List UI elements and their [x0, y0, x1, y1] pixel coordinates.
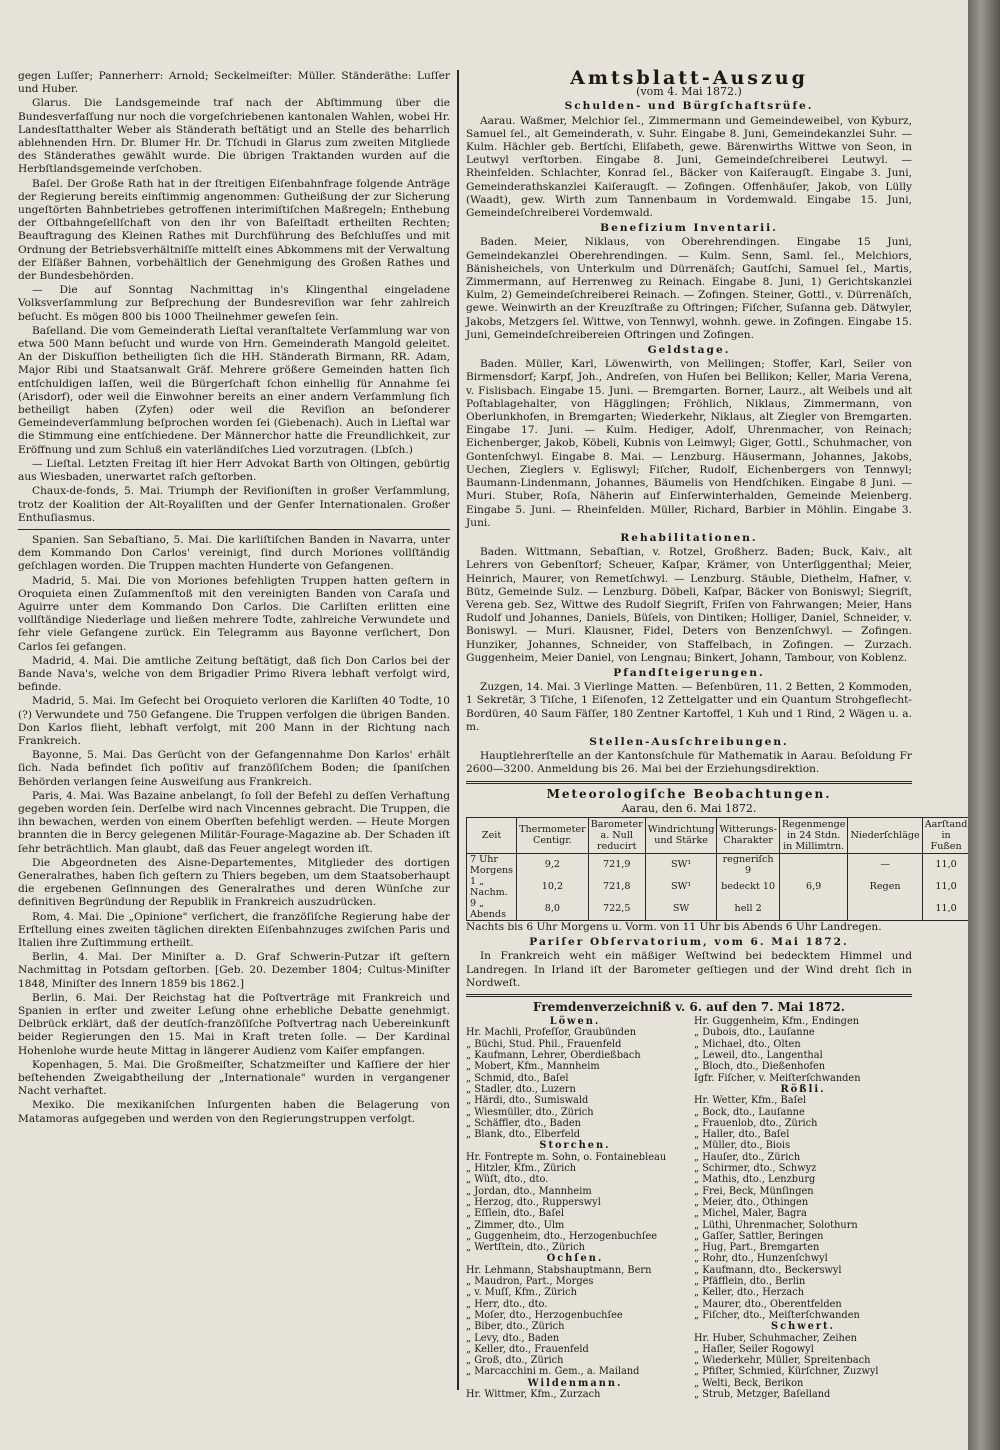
meteo-subtitle: Aarau, den 6. Mai 1872. — [621, 801, 757, 815]
paragraph: gegen Luſſer; Pannerherr: Arnold; Seckelmeiſter: Müller. Ständeräthe: Luſſer und Huber. — [18, 70, 450, 96]
guest-entry: „ Hauſer, dto., Zürich — [694, 1151, 801, 1163]
paragraph: Berlin, 6. Mai. Der Reichstag hat die Poſtverträge mit Frankreich und Spanien in erſter und zweiter Leſung ohne erhebliche Debatte genehmigt. Delbrück erklärt, daß der deutſch-franzöſiſche Poſtvertrag nach Uebereinkunft beider Regierungen den 15. Mai in Kraft treten ſolle. — Der Kardinal Hohenlohe wurde heute Mittag in längerer Audienz vom Kaiſer empfangen. — [18, 991, 450, 1057]
guest-entry: „ Pfiſter, Schmied, Kürſchner, Zuzwyl — [694, 1366, 879, 1378]
guest-entry: „ Frauenlob, dto., Zürich — [694, 1117, 818, 1129]
guest-entry: „ Härdi, dto., Sumiswald — [466, 1095, 589, 1107]
hotel-heading: Schwert. — [771, 1321, 835, 1333]
paragraph: Madrid, 5. Mai. Die von Moriones befehligten Truppen hatten geſtern in Oroquieta einen Zuſammenſtoß mit den vereinigten Banden von Caraſa und Aguirre unter dem Kommando Don Carlos. Die Carliſten erlitten eine vollſtändige Niederlage und ließen mehrere Todte, zahlreiche Verwundete und ſehr viele Gefangene zurück. Ein Telegramm aus Bayonne verſichert, Don Carlos ſei gefangen. — [18, 574, 450, 653]
paris-heading: Pariſer Obſervatorium, vom 6. Mai 1872. — [529, 936, 849, 949]
section-heading: Benefizium Inventarii. — [600, 222, 778, 235]
table-cell: 9 „ Abends — [467, 898, 517, 921]
paragraph: Baden. Müller, Karl, Löwenwirth, von Mellingen; Stoffer, Karl, Seiler von Birmensdorf; Karpf, Joh., Andreſen, von Huſen bei Bellikon; Keller, Maria Verena, v. Fislisbach. Eingabe 15. Juni. — Bremgarten. Borner, Laurz., alt Weibels und alt Poſtablagehalter, von Hägglingen; Fröhlich, Niklaus, Zimmermann, von Oberlunkhofen, in Bremgarten; Wiederkehr, Niklaus, alt Ziegler von Bremgarten. Eingabe 17. Juni. — Kulm. Hediger, Adolf, Uhrenmacher, von Reinach; Eichenberger, Jakob, Köbeli, Kubnis von Leimwyl; Giger, Gottl., Schuhmacher, von Gontenſchwyl. Eingabe 8. Mai. — Lenzburg. Häusermann, Johannes, Jakobs, Uechen, Zieglers v. Egliswyl; Fiſcher, Rudolf, Eichenbergers von Tennwyl; Baumann-Lindenmann, Johannes, Bäumelis von Hendſchiken. Eingabe 8 Juni. — Muri. Stuber, Roſa, Näherin auf Einſerwinterhalden, Gemeinde Meienberg. Eingabe 5. Juni. — Rheinfelden. Müller, Richard, Barbier in Möhlin. Eingabe 3. Juni. — [466, 358, 912, 529]
section-heading: Pfandſteigerungen. — [613, 666, 765, 679]
amtsblatt-subtitle: (vom 4. Mai 1872.) — [636, 85, 742, 99]
paragraph: Mexiko. Die mexikaniſchen Inſurgenten haben die Belagerung von Matamoras aufgegeben und werden von den Regierungstruppen verfolgt. — [18, 1099, 450, 1125]
guest-entry: „ Michael, dto., Olten — [694, 1038, 801, 1050]
guest-entry: „ Wiederkehr, Müller, Spreitenbach — [694, 1355, 871, 1367]
section-rule — [466, 781, 912, 784]
table-cell: 8,0 — [517, 898, 589, 921]
table-cell: Regen — [848, 876, 922, 898]
guest-entry: „ Bock, dto., Lauſanne — [694, 1106, 805, 1118]
table-cell: 10,2 — [517, 876, 589, 898]
section-rule — [466, 994, 912, 997]
guest-entry: „ Kaufmann, dto., Beckerswyl — [694, 1264, 842, 1276]
hotel-heading: Rößli. — [780, 1083, 826, 1095]
meteo-header: Aarſtand in Fußen — [922, 817, 968, 853]
table-cell: SW¹ — [645, 876, 717, 898]
table-cell: regneriſch 9 — [717, 853, 779, 876]
guest-entry: Hr. Fontrepte m. Sohn, o. Fontainebleau — [466, 1151, 667, 1163]
paragraph: Bayonne, 5. Mai. Das Gerücht von der Gefangennahme Don Karlos' erhält ſich. Nada befindet ſich poſitiv auf franzöſiſchem Boden; die ſpaniſchen Behörden verlangen ſeine Ausweiſung aus Frankreich. — [18, 749, 450, 788]
meteo-header: Barometer a. Null reducirt — [588, 817, 645, 853]
guest-entry: „ Wertſtein, dto., Zürich — [466, 1242, 585, 1254]
paragraph: Spanien. San Sebaſtiano, 5. Mai. Die karliſtiſchen Banden in Navarra, unter dem Kommando Don Carlos' vereinigt, ſind durch Moriones vollſtändig geſchlagen worden. Die Truppen machten Hunderte von Gefangenen. — [18, 533, 450, 573]
meteo-title: Meteorologiſche Beobachtungen. — [546, 786, 832, 801]
hotel-heading: Wildenmann. — [527, 1377, 623, 1389]
guest-entry: „ Groß, dto., Zürich — [466, 1355, 564, 1367]
table-cell: 11,0 — [922, 876, 968, 898]
section-heading: Schulden- und Bürgſchaftsrüfe. — [564, 100, 814, 113]
fremden-column-1 — [466, 1016, 684, 1400]
table-cell — [779, 898, 848, 921]
right-column — [466, 67, 968, 1400]
guest-entry: „ Wüſt, dto., dto. — [466, 1174, 549, 1186]
paragraph: — Lieſtal. Letzten Freitag iſt hier Herr Advokat Barth von Oltingen, gebürtig aus Wiesbaden, unerwartet raſch geſtorben. — [18, 457, 450, 484]
guest-entry: „ Haſler, Seiler Rogowyl — [694, 1343, 814, 1355]
guest-entry: „ Hitzler, Kfm., Zürich — [466, 1163, 577, 1175]
guest-entry: „ Marcacchini m. Gem., a. Mailand — [466, 1366, 640, 1378]
guest-entry: „ Schirmer, dto., Schwyz — [694, 1163, 817, 1175]
section-heading: Geldstage. — [647, 344, 731, 357]
guest-entry: „ Müller, dto., Biois — [694, 1140, 791, 1152]
guest-entry: „ Strub, Metzger, Baſelland — [694, 1388, 831, 1400]
table-cell: 722,5 — [588, 898, 645, 921]
table-row — [467, 853, 969, 876]
paragraph: Aarau. Waßmer, Melchior ſel., Zimmermann und Gemeindeweibel, von Kyburz, Samuel ſel., alt Gemeinderath, v. Suhr. Eingabe 8. Juni, Gemeindekanzlei Suhr. — Kulm. Hächler geb. Bertſchi, Eliſabeth, gewe. Bärenwirths Wittwe von Seon, in Leutwyl verſtorben. Eingabe 8. Juni, Gemeindeſchreiberei Leutwyl. — Rheinfelden. Schlachter, Konrad ſel., Bäcker von Kaiſeraugſt. Eingabe 3. Juni, Gemeinderathskanzlei Kaiſeraugſt. — Zofingen. Offenhäuſer, Jakob, von Lülly (Waadt), gew. Wirth zum Tannenbaum in Vordemwald. Eingabe 15. Juni, Gemeindeſchreiberei Vordemwald. — [466, 114, 912, 220]
table-cell: SW¹ — [645, 853, 717, 876]
section-rule — [18, 529, 450, 530]
guest-entry: „ Gaſſer, Sattler, Beringen — [694, 1230, 824, 1242]
table-cell: 721,8 — [588, 876, 645, 898]
meteo-header: Regenmenge in 24 Stdn. in Millimtrn. — [779, 817, 848, 853]
guest-entry: „ Eſſlein, dto., Baſel — [466, 1208, 565, 1220]
guest-entry: „ Herr, dto., dto. — [466, 1298, 548, 1310]
guest-entry: „ Wiesmüller, dto., Zürich — [466, 1106, 594, 1118]
guest-entry: „ Welti, Beck, Berikon — [694, 1377, 804, 1389]
column-divider — [457, 70, 459, 1390]
page-edge — [968, 0, 1000, 1450]
guest-entry: Hr. Huber, Schuhmacher, Zeihen — [694, 1332, 857, 1344]
guest-entry: Hr. Guggenheim, Kfm., Endingen — [694, 1016, 860, 1028]
table-cell — [779, 853, 848, 876]
paragraph: Rom, 4. Mai. Die „Opinione" verſichert, die franzöſiſche Regierung habe der Erſtellung eines zweiten täglichen direkten Eiſenbahnzuges zwiſchen Paris und Italien ihre Zuſtimmung ertheilt. — [18, 910, 450, 949]
guest-entry: „ Schmid, dto., Baſel — [466, 1072, 569, 1084]
guest-entry: „ Pfäfflein, dto., Berlin — [694, 1276, 806, 1288]
paragraph: In Frankreich weht ein mäßiger Weſtwind bei bedecktem Himmel und Landregen. In Irland iſt der Barometer geſtiegen und der Wind dreht ſich in Nordweſt. — [466, 950, 912, 989]
guest-entry: „ Guggenheim, dto., Herzogenbuchſee — [466, 1230, 658, 1242]
guest-entry: „ Biber, dto., Zürich — [466, 1321, 565, 1333]
guest-entry: „ Jordan, dto., Mannheim — [466, 1185, 592, 1197]
table-cell: 1 „ Nachm. — [467, 876, 517, 898]
guest-entry: „ Meier, dto., Othingen — [694, 1196, 809, 1208]
guest-entry: „ Levy, dto., Baden — [466, 1332, 560, 1344]
paragraph: Paris, 4. Mai. Was Bazaine anbelangt, ſo ſoll der Befehl zu deſſen Verhaftung gegeben worden ſein. Derſelbe wird nach Vincennes gebracht. Die Truppen, die ihn bewachen, werden von einem Oberſten befehligt werden. — Heute Morgen brannten die in Bercy gelegenen Militär-Fourage-Magazine ab. Der Schaden iſt ſehr beträchtlich. Man glaubt, daß das Feuer angelegt worden iſt. — [18, 789, 450, 855]
table-row — [467, 898, 969, 921]
paragraph: Glarus. Die Landsgemeinde traf nach der Abſtimmung über die Bundesverfaſſung nur noch die vorgeſchriebenen kantonalen Wahlen, wobei Hr. Landesſtatthalter Weber als Ständerath beſtätigt und an Stelle des beharrlich ablehnenden Hrn. Dr. Blumer Hr. Dr. Tſchudi in Glarus zum zweiten Mitgliede des Ständerathes gewählt wurde. Die übrigen Traktanden wurden auf die Herbſtlandsgemeinde verſchoben. — [18, 97, 450, 176]
table-cell: hell 2 — [717, 898, 779, 921]
guest-entry: „ Moſer, dto., Herzogenbuchſee — [466, 1309, 623, 1321]
guest-entry: Hr. Lehmann, Stabshauptmann, Bern — [466, 1264, 652, 1276]
paragraph: — Die auf Sonntag Nachmittag in's Klingenthal eingeladene Volksverſammlung zur Beſprechung der Bundesreviſion war ſehr zahlreich beſucht. Es mögen 800 bis 1000 Theilnehmer geweſen ſein. — [18, 284, 450, 323]
paragraph: Die Abgeordneten des Aisne-Departementes, Mitglieder des dortigen Generalrathes, haben ſich geſtern zu Thiers begeben, um dem Staatsoberhaupt die ergebenen Geſinnungen des Generalrathes und deren Wünſche zur definitiven Begründung der Republik in Frankreich auszudrücken. — [18, 856, 450, 909]
table-cell: 11,0 — [922, 853, 968, 876]
guest-entry: „ Büchi, Stud. Phil., Frauenfeld — [466, 1038, 622, 1050]
fremden-title: Fremdenverzeichniß v. 6. auf den 7. Mai 1872. — [533, 999, 845, 1014]
table-cell: 9,2 — [517, 853, 589, 876]
guest-entry: Hr. Wittmer, Kfm., Zurzach — [466, 1388, 601, 1400]
guest-entry: „ Herzog, dto., Rupperswyl — [466, 1196, 601, 1208]
paragraph: Zuzgen, 14. Mai. 3 Vierlinge Matten. — Beſenbüren, 11. 2 Betten, 2 Kommoden, 1 Sekretär, 3 Tiſche, 1 Eiſenofen, 12 Zettelgatter und ein Quantum Strohgeflecht-Bordüren, 40 Saum Fäſſer, 180 Zentner Kartoffel, 1 Kuh und 1 Rind, 2 Wägen u. a. m. — [466, 681, 912, 733]
meteo-header: Windrichtung und Stärke — [645, 817, 717, 853]
guest-entry: „ Kaufmann, Lehrer, Oberdießbach — [466, 1050, 641, 1062]
paragraph: Madrid, 5. Mai. Im Gefecht bei Oroquieto verloren die Karliſten 40 Todte, 10 (?) Verwundete und 750 Gefangene. Die Truppen verfolgen die übrigen Banden. Don Karlos flieht, lebhaft verfolgt, mit 200 Mann in der Richtung nach Frankreich. — [18, 695, 450, 747]
guest-entry: „ Schäffler, dto., Baden — [466, 1117, 581, 1129]
meteo-table — [466, 817, 968, 921]
hotel-heading: Storchen. — [539, 1140, 611, 1152]
paragraph: Baſel. Der Große Rath hat in der ſtreitigen Eiſenbahnfrage folgende Anträge der Regierung bereits einſtimmig angenommen: Gutheißung der zur Sicherung ungeſtörten Bahnbetriebes getroffenen interimiſtiſchen Maßregeln; Enthebung der Oſtbahngeſellſchaft von den ihr von Baſelſtadt ertheilten Rechten; Beauftragung des Kleinen Rathes mit Durchführung des Beſchluſſes und mit Ordnung der Betriebsverhältniſſe mittelſt eines Abkommens mit der Verwaltung der Elſäßer Bahnen, vorbehältlich der Genehmigung des Großen Rathes und der Bundesbehörden. — [18, 177, 450, 283]
table-cell: 7 Uhr Morgens — [467, 853, 517, 876]
guest-entry: Hr. Wetter, Kfm., Baſel — [694, 1095, 807, 1107]
paragraph: Hauptlehrerſtelle an der Kantonsſchule für Mathematik in Aarau. Beſoldung Fr 2600—3200. Anmeldung bis 26. Mai bei der Erziehungsdirektion. — [466, 750, 912, 776]
table-cell: — — [848, 853, 922, 876]
left-column — [18, 70, 450, 1127]
table-cell — [848, 898, 922, 921]
guest-entry: „ Leweil, dto., Langenthal — [694, 1050, 823, 1062]
guest-entry: „ Frei, Beck, Münſingen — [694, 1185, 814, 1197]
guest-entry: „ Hug, Part., Bremgarten — [694, 1242, 820, 1254]
paragraph: Berlin, 4. Mai. Der Miniſter a. D. Graf Schwerin-Putzar iſt geſtern Nachmittag in Potsdam geſtorben. [Geb. 20. Dezember 1804; Cultus-Miniſter 1848, Miniſter des Innern 1859 bis 1862.] — [18, 951, 450, 990]
table-cell: 11,0 — [922, 898, 968, 921]
guest-entry: „ Rohr, dto., Hunzenſchwyl — [694, 1253, 828, 1265]
paragraph: Chaux-de-fonds, 5. Mai. Triumph der Reviſioniſten in großer Verſammlung, trotz der Koalition der Alt-Royaliſten und der Genfer Internationalen. Großer Enthuſiasmus. — [18, 485, 450, 524]
table-row — [467, 876, 969, 898]
guest-entry: „ Dubois, dto., Lauſanne — [694, 1027, 815, 1039]
guest-entry: „ Michel, Maler, Bagra — [694, 1208, 807, 1220]
paragraph: Madrid, 4. Mai. Die amtliche Zeitung beſtätigt, daß ſich Don Carlos bei der Bande Nava's, welche von dem Brigadier Primo Rivera lebhaft verfolgt wird, befinde. — [18, 654, 450, 694]
paragraph: Baſelland. Die vom Gemeinderath Lieſtal veranſtaltete Verſammlung war von etwa 500 Mann beſucht und wurde von Hrn. Gemeinderath Mangold geleitet. An der Diskuſſion betheiligten ſich die HH. Ständerath Birmann, RR. Adam, Major Ribi und Staatsanwalt Gräf. Mehrere größere Gemeinden hatten ſich entſchuldigen laſſen, weil die Bürgerſchaft ſchon einhellig für Annahme ſei (Arisdorf), oder weil die Einwohner bereits an einer andern Verſammlung ſich betheiligt haben (Zyfen) oder weil die Reviſion an beſonderer Gemeindeverſammlung beſprochen worden ſei (Giebenach). Auch in Lieſtal war die Stimmung eine entſchiedene. Der Männerchor hatte die Freundlichkeit, zur Eröffnung und zum Schluß ein vaterländiſches Lied vorzutragen. (Lbſch.) — [18, 324, 450, 456]
meteo-note: Nachts bis 6 Uhr Morgens u. Vorm. von 11 Uhr bis Abends 6 Uhr Landregen. — [466, 920, 882, 933]
guest-entry: „ Fiſcher, dto., Meiſterſchwanden — [694, 1309, 860, 1321]
guest-entry: „ Mobert, Kfm., Mannheim — [466, 1061, 600, 1073]
fremden-list — [466, 1016, 912, 1400]
guest-entry: „ Zimmer, dto., Ulm — [466, 1219, 565, 1231]
guest-entry: „ Mathis, dto., Lenzburg — [694, 1174, 816, 1186]
hotel-heading: Ochſen. — [546, 1253, 604, 1265]
fremden-column-2 — [694, 1016, 912, 1400]
section-heading: Stellen-Ausſchreibungen. — [589, 735, 789, 748]
paragraph: Baden. Meier, Niklaus, von Oberehrendingen. Eingabe 15 Juni, Gemeindekanzlei Oberehrendingen. — Kulm. Senn, Saml. ſel., Melchiors, Bänisheichels, von Unterkulm und Dürrenäſch; Gautſchi, Samuel ſel., Martis, Zimmermann, auf Herrenweg zu Reinach. Eingabe 8. Juni, 1) Gerichtskanzlei Kulm, 2) Gemeindeſchreiberei Reinach. — Zofingen. Steiner, Gottl., v. Dürrenäſch, gewe. Weinwirth an der Kreuzſtraße zu Oftringen; Fiſcher, Suſanna geb. Dätwyler, Jakobs, Metzgers ſel. Wittwe, von Tennwyl, wohnh. gewe. in Zofingen. Eingabe 15. Juni, Gemeindeſchreibereien Oftringen und Zofingen. — [466, 236, 912, 341]
meteo-header: Zeit — [467, 817, 517, 853]
section-heading: Rehabilitationen. — [620, 531, 758, 544]
guest-entry: „ Lüthi, Uhrenmacher, Solothurn — [694, 1219, 858, 1231]
guest-entry: „ Haller, dto., Baſel — [694, 1129, 790, 1141]
table-cell: 721,9 — [588, 853, 645, 876]
paragraph: Kopenhagen, 5. Mai. Die Großmeiſter, Schatzmeiſter und Kaſſiere der hier beſtehenden Zweigabtheilung der „Internationale" wurden in vergangener Nacht verhaftet. — [18, 1058, 450, 1098]
meteo-header: Thermometer Centigr. — [517, 817, 589, 853]
guest-entry: „ v. Muſſ, Kfm., Zürich — [466, 1287, 577, 1299]
guest-entry: „ Maurer, dto., Oberentfelden — [694, 1298, 842, 1310]
guest-entry: „ Bloch, dto., Dießenhofen — [694, 1061, 826, 1073]
guest-entry: Hr. Machli, Profeſſor, Graubünden — [466, 1027, 637, 1039]
amtsblatt-title: Amtsblatt-Auszug — [570, 67, 808, 89]
hotel-heading: Löwen. — [549, 1016, 601, 1028]
table-cell: SW — [645, 898, 717, 921]
guest-entry: Igfr. Fiſcher, v. Meiſterſchwanden — [694, 1072, 861, 1084]
meteo-header: Niederſchläge — [848, 817, 922, 853]
table-cell: bedeckt 10 — [717, 876, 779, 898]
guest-entry: „ Blank, dto., Elberfeld — [466, 1129, 580, 1141]
guest-entry: „ Maudron, Part., Morges — [466, 1276, 594, 1288]
paragraph: Baden. Wittmann, Sebaſtian, v. Rotzel, Großherz. Baden; Buck, Kaiv., alt Lehrers von Gebenſtorf; Scheuer, Kaſpar, Krämer, von Unterſiggenthal; Meier, Heinrich, Maurer, von Remetſchwyl. — Lenzburg. Stäuble, Diethelm, Hafner, v. Bütz, Gemeinde Sulz. — Lenzburg. Döbeli, Kaſpar, Bäcker von Boniswyl; Siegriſt, Verena geb. Sez, Wittwe des Rudolf Siegriſt, Friſen von Fahrwangen; Meier, Hans Rudolf und Johannes, Daniels, Büſels, von Dintiken; Holliger, Daniel, Schneider, v. Boniswyl. — Muri. Klausner, Fidel, Deters von Benzenſchwyl. — Zofingen. Hunziker, Johannes, Schneider, von Staffelbach, in Zofingen. — Zurzach. Guggenheim, Meier Daniel, von Lengnau; Binkert, Johann, Tambour, von Koblenz. — [466, 546, 912, 664]
meteo-header: Witterungs-Charakter — [717, 817, 779, 853]
table-cell: 6,9 — [779, 876, 848, 898]
guest-entry: „ Keller, dto., Frauenfeld — [466, 1343, 589, 1355]
guest-entry: „ Stadler, dto., Luzern — [466, 1083, 576, 1095]
meteo-header-row — [467, 817, 969, 853]
guest-entry: „ Keller, dto., Herzach — [694, 1287, 805, 1299]
